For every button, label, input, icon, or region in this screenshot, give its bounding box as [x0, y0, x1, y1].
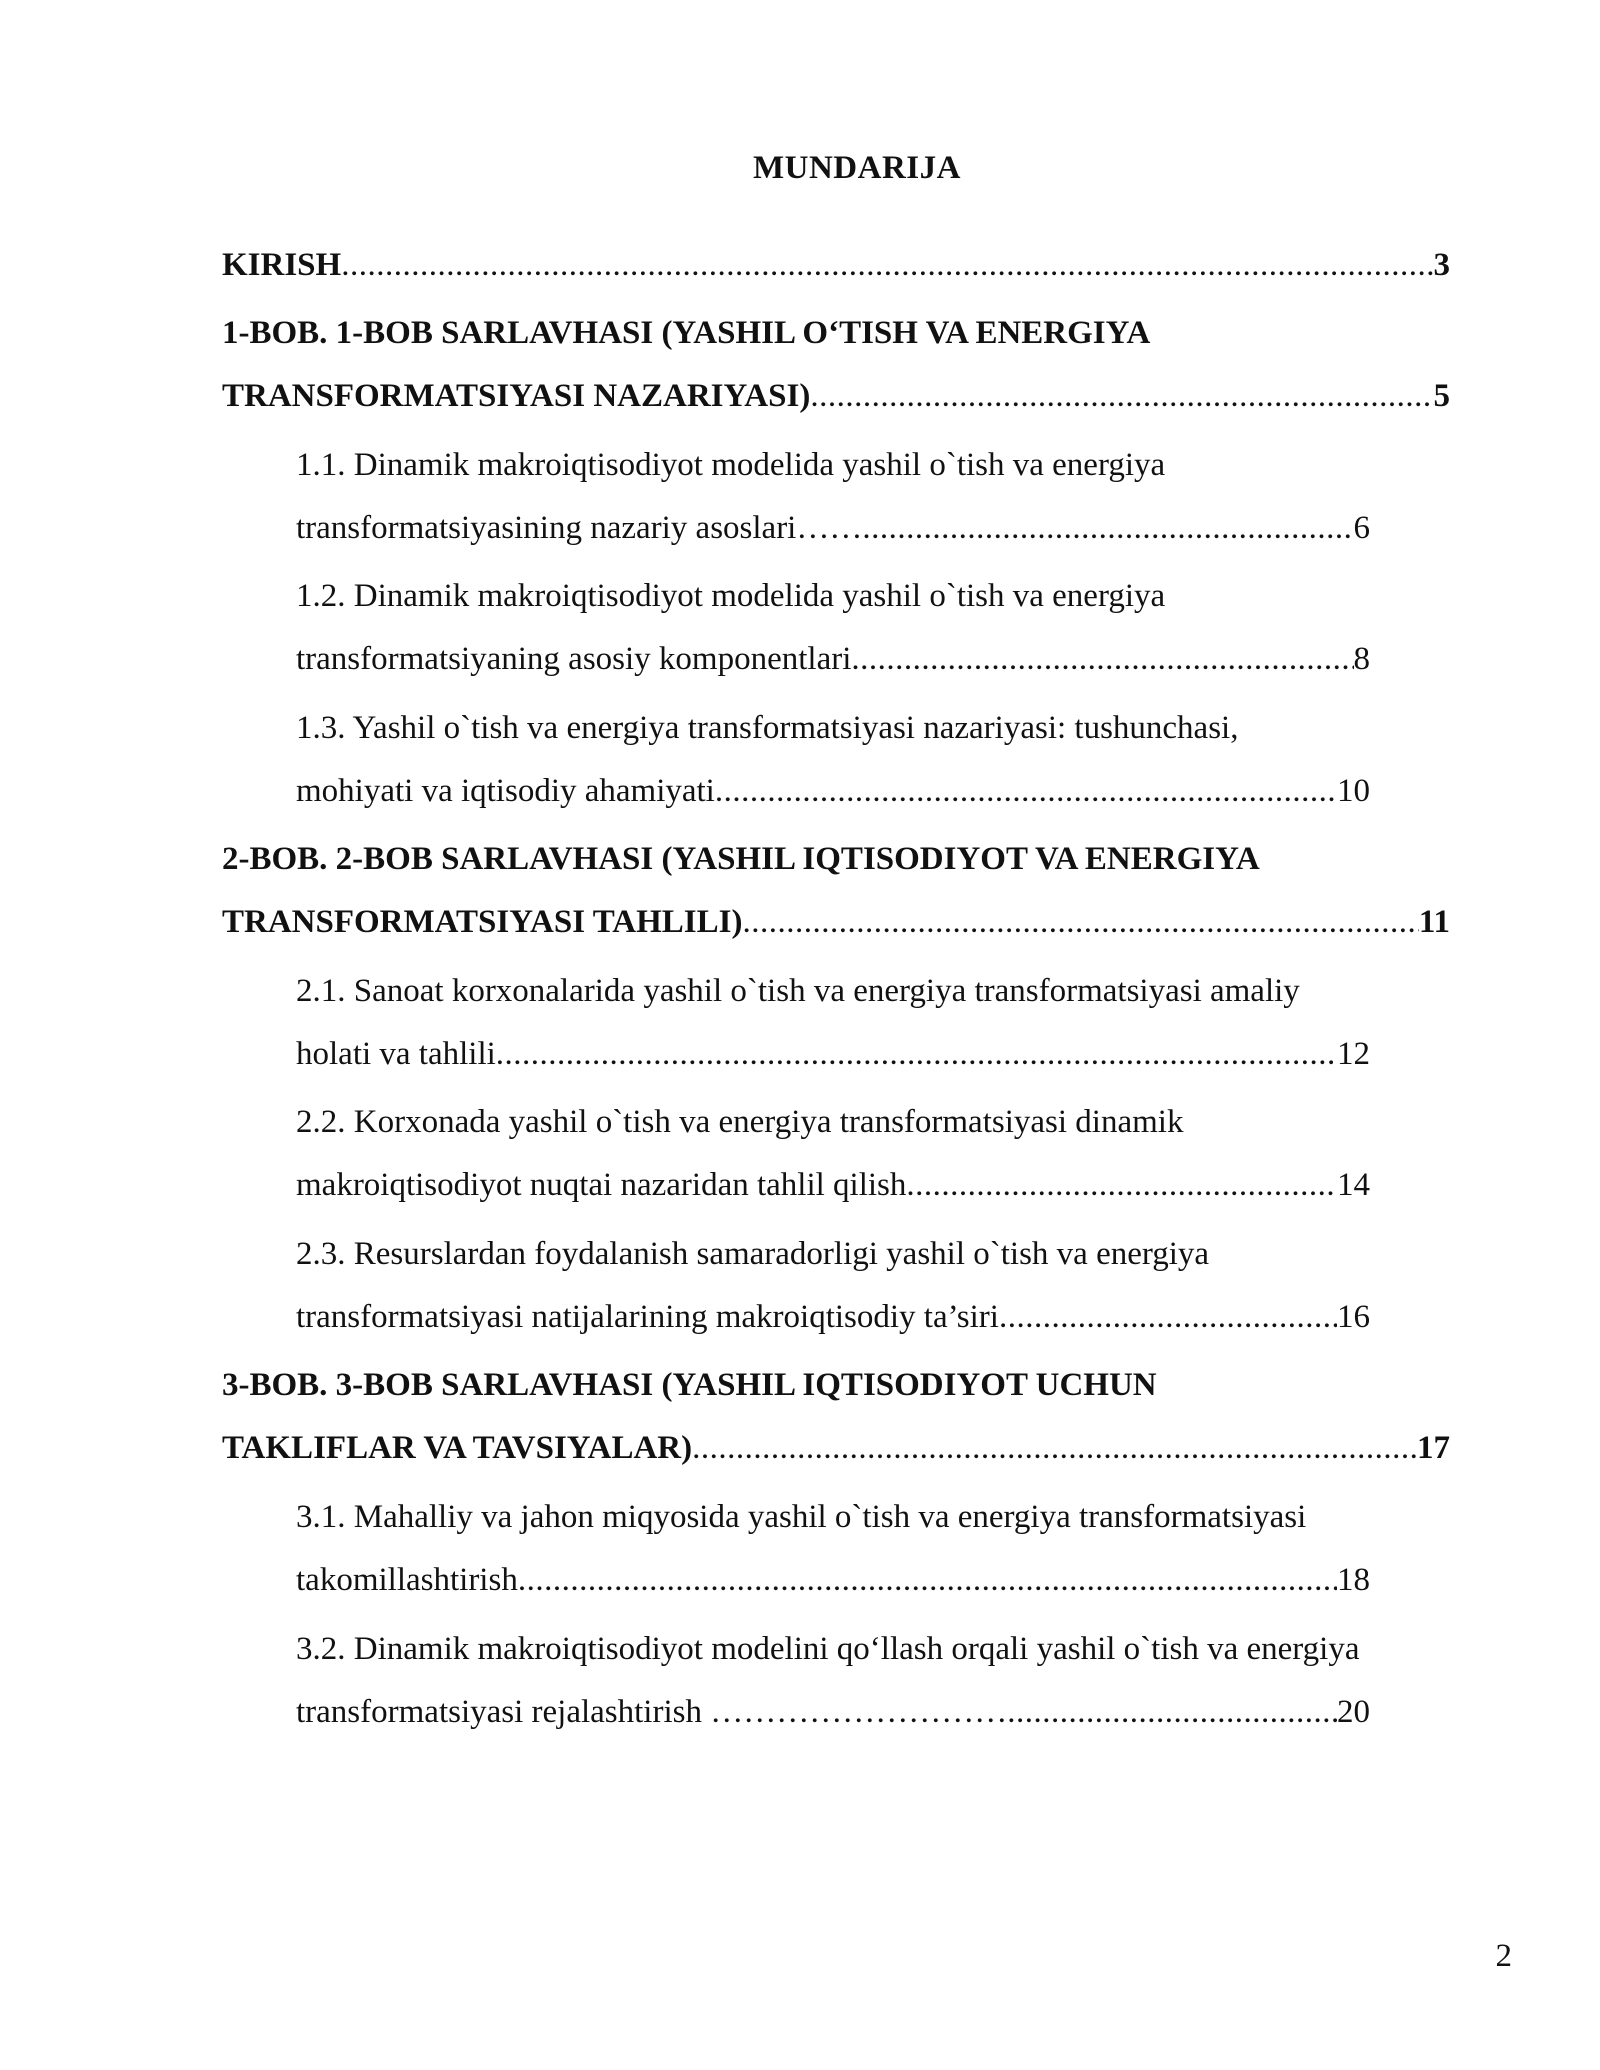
leader-dots: [851, 639, 1353, 679]
leader-dots: [810, 376, 1433, 416]
toc-entry-label: takomillashtirish: [296, 1562, 518, 1598]
toc-page-number: 16: [1337, 1299, 1370, 1335]
toc-section-2-3-line1[interactable]: 2.3. Resurslardan foydalanish samaradorligi yashil o`tish va energiya: [296, 1236, 1210, 1272]
toc-section-3-2-line2[interactable]: [296, 1692, 1370, 1732]
toc-entry-label: KIRISH: [222, 247, 342, 283]
toc-entry-label: transformatsiyasi rejalashtirish ………………………: [296, 1694, 1008, 1730]
toc-entry-label: transformatsiyasining nazariy asoslari……: [296, 510, 863, 546]
toc-entry-label: transformatsiyaning asosiy komponentlari: [296, 641, 852, 677]
toc-page-number: 18: [1337, 1562, 1370, 1598]
toc-section-2-3-line2[interactable]: [296, 1297, 1370, 1337]
toc-section-1-3-line1[interactable]: 1.3. Yashil o`tish va energiya transformatsiyasi nazariyasi: tushunchasi,: [296, 710, 1239, 746]
toc-section-3-1-line2[interactable]: [296, 1560, 1370, 1600]
toc-page-number: 12: [1337, 1036, 1370, 1072]
toc-entry-label: TRANSFORMATSIYASI TAHLILI): [222, 904, 743, 940]
toc-chapter-1-line1[interactable]: 1-BOB. 1-BOB SARLAVHASI (YASHIL O‘TISH VA ENERGIYA: [222, 315, 1151, 351]
toc-section-1-1-line2[interactable]: [296, 508, 1370, 548]
toc-page-number: 11: [1418, 904, 1450, 940]
leader-dots: [1007, 1692, 1337, 1732]
toc-entry-label: TAKLIFLAR VA TAVSIYALAR): [222, 1430, 693, 1466]
toc-section-1-2-line2[interactable]: [296, 639, 1370, 679]
toc-section-2-2-line1[interactable]: 2.2. Korxonada yashil o`tish va energiya transformatsiyasi dinamik: [296, 1104, 1184, 1140]
toc-section-2-2-line2[interactable]: [296, 1165, 1370, 1205]
toc-section-2-1-line1[interactable]: 2.1. Sanoat korxonalarida yashil o`tish va energiya transformatsiyasi amaliy: [296, 973, 1300, 1009]
toc-section-1-2-line1[interactable]: 1.2. Dinamik makroiqtisodiyot modelida yashil o`tish va energiya: [296, 578, 1166, 614]
toc-entry-kirish[interactable]: [222, 245, 1450, 285]
toc-page-number: 17: [1417, 1430, 1450, 1466]
toc-entry-label: transformatsiyasi natijalarining makroiqtisodiy ta’siri: [296, 1299, 999, 1335]
toc-entry-label: mohiyati va iqtisodiy ahamiyati: [296, 773, 715, 809]
toc-page-number: 5: [1433, 378, 1450, 414]
leader-dots: [862, 508, 1353, 548]
toc-chapter-3-line1[interactable]: 3-BOB. 3-BOB SARLAVHASI (YASHIL IQTISODIYOT UCHUN: [222, 1367, 1157, 1403]
leader-dots: [906, 1165, 1337, 1205]
leader-dots: [496, 1034, 1337, 1074]
toc-page-number: 8: [1353, 641, 1370, 677]
toc-page-number: 10: [1337, 773, 1370, 809]
leader-dots: [743, 902, 1419, 942]
toc-section-3-1-line1[interactable]: 3.1. Mahalliy va jahon miqyosida yashil o`tish va energiya transformatsiyasi: [296, 1499, 1307, 1535]
toc-page-number: 14: [1337, 1167, 1370, 1203]
leader-dots: [692, 1428, 1417, 1468]
toc-chapter-3-line2[interactable]: [222, 1428, 1450, 1468]
page-number: 2: [1495, 1938, 1512, 1974]
toc-section-3-2-line1[interactable]: 3.2. Dinamik makroiqtisodiyot modelini qo‘llash orqali yashil o`tish va energiya: [296, 1631, 1360, 1667]
toc-entry-label: holati va tahlili: [296, 1036, 496, 1072]
leader-dots: [715, 771, 1337, 811]
toc-entry-label: TRANSFORMATSIYASI NAZARIYASI): [222, 378, 811, 414]
toc-entry-label: makroiqtisodiyot nuqtai nazaridan tahlil qilish: [296, 1167, 907, 1203]
page-title: MUNDARIJA: [753, 150, 961, 186]
toc-chapter-2-line2[interactable]: [222, 902, 1450, 942]
toc-page-number: 6: [1353, 510, 1370, 546]
leader-dots: [341, 245, 1433, 285]
toc-chapter-2-line1[interactable]: 2-BOB. 2-BOB SARLAVHASI (YASHIL IQTISODIYOT VA ENERGIYA: [222, 841, 1260, 877]
toc-section-1-3-line2[interactable]: [296, 771, 1370, 811]
toc-page-number: 3: [1433, 247, 1450, 283]
toc-chapter-1-line2[interactable]: [222, 376, 1450, 416]
toc-section-2-1-line2[interactable]: [296, 1034, 1370, 1074]
leader-dots: [518, 1560, 1337, 1600]
toc-page-number: 20: [1337, 1694, 1370, 1730]
leader-dots: [999, 1297, 1337, 1337]
toc-section-1-1-line1[interactable]: 1.1. Dinamik makroiqtisodiyot modelida yashil o`tish va energiya: [296, 447, 1166, 483]
